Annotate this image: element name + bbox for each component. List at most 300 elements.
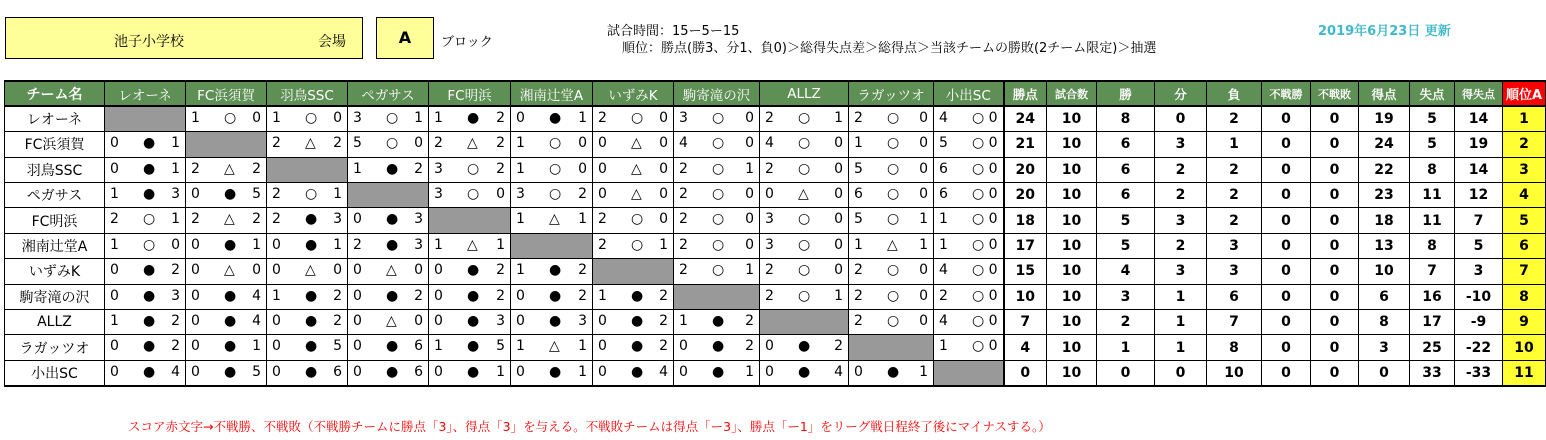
stat-cell: 18 [1359, 208, 1410, 233]
stat-cell: -9 [1455, 310, 1503, 335]
goals-for: 1 [110, 186, 119, 203]
match-result-cell [348, 132, 429, 157]
stat-cell: 6 [1097, 157, 1155, 182]
opponent-header: 湘南辻堂A [511, 81, 593, 106]
goals-against: 0 [745, 110, 754, 127]
result-mark: △ [305, 262, 316, 279]
goals-for: 1 [272, 287, 281, 304]
match-result-cell [348, 233, 429, 258]
goals-for: 1 [939, 211, 948, 228]
goals-for: 3 [353, 110, 362, 127]
match-result-cell [429, 157, 511, 182]
goals-against: 0 [659, 135, 668, 152]
stat-cell: 0 [1311, 233, 1359, 258]
goals-for: 0 [854, 363, 863, 380]
goals-against: 2 [659, 313, 668, 330]
stat-cell: 7 [1410, 259, 1455, 284]
goals-against: 1 [745, 262, 754, 279]
self-match-cell [760, 310, 849, 335]
stat-cell: 24 [1004, 106, 1047, 131]
result-mark: △ [224, 160, 235, 177]
goals-against: 0 [659, 160, 668, 177]
table-row [5, 259, 1546, 284]
goals-for: 6 [854, 186, 863, 203]
match-result-cell [674, 360, 760, 385]
goals-against: 2 [496, 287, 505, 304]
goals-against: 1 [414, 110, 423, 127]
goals-against: 2 [578, 262, 587, 279]
goals-for: 1 [434, 338, 443, 355]
team-name: レオーネ [5, 106, 105, 131]
match-result-cell [186, 183, 267, 208]
match-result-cell [849, 106, 934, 131]
stat-cell: 0 [1311, 208, 1359, 233]
stat-cell: 0 [1262, 284, 1311, 309]
stat-cell: 14 [1455, 106, 1503, 131]
stat-cell: 10 [1207, 360, 1262, 385]
stat-cell: 12 [1455, 183, 1503, 208]
stat-cell: 1 [1097, 335, 1155, 360]
stat-cell: 6 [1359, 284, 1410, 309]
rank-cell: 6 [1503, 233, 1546, 258]
match-result-cell [934, 208, 1004, 233]
match-result-cell [105, 157, 186, 182]
goals-against: 2 [659, 287, 668, 304]
match-result-cell [934, 335, 1004, 360]
goals-against: 1 [834, 287, 843, 304]
result-mark: △ [305, 135, 316, 152]
team-name: ALLZ [5, 310, 105, 335]
goals-against: 0 [988, 211, 998, 228]
goals-for: 2 [353, 236, 362, 253]
opponent-header: 駒寄滝の沢 [674, 81, 760, 106]
result-mark: ○ [386, 110, 399, 127]
stat-cell: 0 [1262, 132, 1311, 157]
stat-cell: 0 [1359, 360, 1410, 385]
goals-for: 1 [110, 313, 119, 330]
goals-against: 0 [834, 262, 843, 279]
match-result-cell [674, 183, 760, 208]
table-row [5, 106, 1546, 131]
stat-cell: 4 [1004, 335, 1047, 360]
goals-against: 2 [496, 160, 505, 177]
stat-cell: 3 [1207, 259, 1262, 284]
goals-for: 5 [854, 160, 863, 177]
goals-against: 0 [745, 186, 754, 203]
goals-against: 0 [988, 186, 998, 203]
goals-against: 0 [578, 135, 587, 152]
goals-for: 5 [353, 135, 362, 152]
goals-against: 0 [988, 287, 998, 304]
result-mark: ○ [143, 236, 156, 253]
goals-for: 1 [939, 236, 948, 253]
goals-for: 5 [939, 135, 948, 152]
rank-cell: 9 [1503, 310, 1546, 335]
result-mark: ● [712, 338, 725, 355]
goals-for: 3 [516, 186, 525, 203]
stat-cell: 0 [1097, 360, 1155, 385]
goals-against: 0 [988, 313, 998, 330]
match-result-cell [429, 259, 511, 284]
stat-cell: 0 [1262, 106, 1311, 131]
goals-for: 2 [679, 211, 688, 228]
match-result-cell [348, 360, 429, 385]
match-result-cell [267, 106, 348, 131]
goals-for: 0 [191, 186, 200, 203]
result-mark: ● [224, 186, 237, 203]
result-mark: ○ [798, 135, 811, 152]
match-result-cell [674, 259, 760, 284]
goals-against: 6 [414, 338, 423, 355]
result-mark: ● [386, 338, 399, 355]
result-mark: ● [467, 110, 480, 127]
result-mark: ● [143, 262, 156, 279]
team-name-header: チーム名 [5, 81, 105, 106]
goals-against: 1 [745, 160, 754, 177]
result-mark: ○ [972, 211, 985, 228]
stat-cell: 3 [1155, 132, 1207, 157]
result-mark: ● [224, 287, 237, 304]
goals-for: 1 [598, 287, 607, 304]
footnote: スコア赤文字→不戦勝、不戦敗（不戦勝チームに勝点「3」、得点「3」を与える。不戦敗チームは得点「ー3」、勝点「ー1」をリーグ戦日程終了後にマイナスする。） [128, 419, 1051, 434]
goals-for: 0 [353, 313, 362, 330]
result-mark: ● [386, 287, 399, 304]
result-mark: ○ [972, 313, 985, 330]
self-match-cell [593, 259, 674, 284]
stat-cell: 5 [1455, 233, 1503, 258]
result-mark: ● [631, 338, 644, 355]
self-match-cell [849, 335, 934, 360]
goals-against: 2 [745, 313, 754, 330]
goals-for: 0 [272, 262, 281, 279]
goals-for: 4 [939, 110, 948, 127]
self-match-cell [186, 132, 267, 157]
match-result-cell [511, 310, 593, 335]
match-result-cell [511, 106, 593, 131]
opponent-header: ペガサス [348, 81, 429, 106]
goals-for: 2 [854, 287, 863, 304]
result-mark: ○ [467, 186, 480, 203]
goals-against: 2 [496, 135, 505, 152]
match-result-cell [511, 132, 593, 157]
goals-against: 0 [834, 135, 843, 152]
match-result-cell [105, 310, 186, 335]
result-mark: △ [631, 135, 642, 152]
goals-for: 0 [191, 287, 200, 304]
stat-cell: 3 [1455, 259, 1503, 284]
goals-for: 2 [854, 110, 863, 127]
result-mark: ● [143, 338, 156, 355]
match-result-cell [511, 360, 593, 385]
stat-cell: 17 [1004, 233, 1047, 258]
goals-for: 2 [679, 160, 688, 177]
result-mark: ● [712, 363, 725, 380]
goals-against: 0 [414, 262, 423, 279]
goals-against: 0 [414, 135, 423, 152]
match-result-cell [267, 310, 348, 335]
result-mark: ● [631, 363, 644, 380]
match-result-cell [267, 233, 348, 258]
goals-for: 0 [765, 186, 774, 203]
match-result-cell [429, 310, 511, 335]
goals-against: 1 [578, 211, 587, 228]
goals-for: 0 [272, 363, 281, 380]
result-mark: △ [549, 211, 560, 228]
result-mark: △ [224, 211, 235, 228]
goals-for: 0 [765, 338, 774, 355]
goals-against: 2 [333, 313, 342, 330]
venue-box [5, 17, 363, 59]
result-mark: ● [467, 313, 480, 330]
goals-for: 3 [765, 211, 774, 228]
goals-for: 3 [434, 160, 443, 177]
result-mark: ○ [305, 186, 318, 203]
result-mark: ● [143, 160, 156, 177]
result-mark: ○ [631, 211, 644, 228]
goals-against: 1 [919, 363, 928, 380]
goals-against: 2 [171, 338, 180, 355]
self-match-cell [267, 157, 348, 182]
result-mark: ● [549, 363, 562, 380]
block-box: A [376, 17, 434, 59]
goals-against: 0 [919, 135, 928, 152]
stat-cell: 0 [1262, 208, 1311, 233]
result-mark: ● [386, 236, 399, 253]
match-result-cell [849, 183, 934, 208]
match-result-cell [105, 233, 186, 258]
goals-against: 3 [496, 313, 505, 330]
result-mark: △ [631, 160, 642, 177]
goals-for: 1 [434, 236, 443, 253]
stat-header: 負 [1207, 81, 1262, 106]
stat-cell: 2 [1207, 208, 1262, 233]
stat-cell: 23 [1359, 183, 1410, 208]
result-mark: △ [386, 262, 397, 279]
goals-against: 1 [496, 236, 505, 253]
match-time: 試合時間：15ー5ー15 [607, 24, 740, 39]
stat-cell: 7 [1455, 208, 1503, 233]
result-mark: ● [549, 287, 562, 304]
result-mark: ○ [798, 287, 811, 304]
goals-for: 2 [854, 313, 863, 330]
match-result-cell [429, 132, 511, 157]
table-row [5, 335, 1546, 360]
goals-against: 5 [496, 338, 505, 355]
goals-for: 0 [434, 262, 443, 279]
goals-for: 2 [854, 262, 863, 279]
match-result-cell [429, 284, 511, 309]
result-mark: ● [143, 363, 156, 380]
stat-cell: 5 [1410, 106, 1455, 131]
goals-against: 0 [834, 186, 843, 203]
stat-cell: 10 [1047, 106, 1097, 131]
goals-against: 2 [333, 135, 342, 152]
stat-cell: 5 [1097, 233, 1155, 258]
result-mark: ● [549, 313, 562, 330]
result-mark: ○ [798, 236, 811, 253]
result-mark: ● [549, 110, 562, 127]
result-mark: ○ [305, 110, 318, 127]
result-mark: ● [224, 313, 237, 330]
goals-for: 0 [353, 211, 362, 228]
stat-header: 勝点 [1004, 81, 1047, 106]
stat-cell: 10 [1047, 132, 1097, 157]
result-mark: ○ [972, 287, 985, 304]
match-result-cell [849, 233, 934, 258]
goals-for: 2 [434, 135, 443, 152]
ranking-rule: 順位：勝点(勝3、分1、負0)＞総得失点差＞総得点＞当該チームの勝敗(2チーム限定)＞抽選 [622, 41, 1157, 56]
match-result-cell [105, 360, 186, 385]
stat-cell: 10 [1047, 208, 1097, 233]
goals-for: 1 [939, 338, 948, 355]
goals-against: 1 [171, 160, 180, 177]
self-match-cell [674, 284, 760, 309]
stat-cell: 10 [1047, 259, 1097, 284]
goals-for: 0 [679, 338, 688, 355]
rank-cell: 2 [1503, 132, 1546, 157]
stat-cell: 3 [1155, 208, 1207, 233]
match-result-cell [429, 233, 511, 258]
result-mark: ● [305, 338, 318, 355]
match-result-cell [593, 106, 674, 131]
opponent-header: いずみK [593, 81, 674, 106]
match-result-cell [186, 233, 267, 258]
match-result-cell [105, 259, 186, 284]
goals-for: 4 [679, 135, 688, 152]
goals-against: 0 [919, 262, 928, 279]
goals-against: 0 [333, 110, 342, 127]
goals-for: 2 [598, 236, 607, 253]
match-result-cell [934, 259, 1004, 284]
stat-cell: 21 [1004, 132, 1047, 157]
goals-for: 2 [765, 160, 774, 177]
result-mark: ● [386, 211, 399, 228]
stat-cell: 6 [1207, 284, 1262, 309]
rank-cell: 3 [1503, 157, 1546, 182]
goals-for: 2 [191, 211, 200, 228]
result-mark: △ [549, 338, 560, 355]
stat-cell: 3 [1359, 335, 1410, 360]
goals-against: 3 [414, 236, 423, 253]
stat-header: 分 [1155, 81, 1207, 106]
team-name: ペガサス [5, 183, 105, 208]
goals-against: 1 [834, 110, 843, 127]
goals-for: 1 [110, 236, 119, 253]
result-mark: ○ [549, 160, 562, 177]
result-mark: ● [305, 211, 318, 228]
match-result-cell [760, 208, 849, 233]
result-mark: ○ [549, 186, 562, 203]
stat-cell: 10 [1047, 183, 1097, 208]
self-match-cell [934, 360, 1004, 385]
match-result-cell [593, 233, 674, 258]
goals-for: 0 [516, 363, 525, 380]
goals-against: 0 [919, 313, 928, 330]
result-mark: ○ [712, 186, 725, 203]
result-mark: ○ [887, 135, 900, 152]
goals-for: 4 [939, 262, 948, 279]
result-mark: ● [143, 135, 156, 152]
stat-cell: 0 [1311, 335, 1359, 360]
stat-cell: 24 [1359, 132, 1410, 157]
result-mark: ○ [467, 160, 480, 177]
stat-cell: 10 [1047, 360, 1097, 385]
goals-against: 1 [496, 363, 505, 380]
goals-for: 1 [679, 313, 688, 330]
stat-cell: 19 [1455, 132, 1503, 157]
stat-cell: 10 [1047, 310, 1097, 335]
table-row [5, 157, 1546, 182]
goals-for: 2 [598, 211, 607, 228]
match-result-cell [849, 157, 934, 182]
rank-cell: 4 [1503, 183, 1546, 208]
goals-for: 0 [110, 338, 119, 355]
team-name: 小出SC [5, 360, 105, 385]
stat-cell: 5 [1410, 132, 1455, 157]
match-result-cell [348, 284, 429, 309]
stat-cell: 1 [1155, 335, 1207, 360]
goals-for: 0 [598, 135, 607, 152]
match-result-cell [186, 310, 267, 335]
goals-for: 0 [272, 313, 281, 330]
block-label: ブロック [441, 35, 493, 50]
stat-cell: 11 [1410, 183, 1455, 208]
goals-against: 0 [988, 160, 998, 177]
opponent-header: ラガッツオ [849, 81, 934, 106]
stat-cell: 4 [1097, 259, 1155, 284]
result-mark: ○ [972, 236, 985, 253]
goals-against: 1 [919, 236, 928, 253]
opponent-header: レオーネ [105, 81, 186, 106]
match-result-cell [186, 106, 267, 131]
goals-against: 0 [988, 338, 998, 355]
team-name: 湘南辻堂A [5, 233, 105, 258]
match-result-cell [348, 259, 429, 284]
stat-cell: 13 [1359, 233, 1410, 258]
goals-against: 0 [252, 110, 261, 127]
self-match-cell [429, 208, 511, 233]
rank-cell: 7 [1503, 259, 1546, 284]
goals-for: 1 [516, 338, 525, 355]
goals-against: 0 [834, 236, 843, 253]
result-mark: ● [305, 313, 318, 330]
goals-against: 1 [578, 363, 587, 380]
match-result-cell [760, 233, 849, 258]
goals-for: 4 [765, 135, 774, 152]
result-mark: △ [798, 186, 809, 203]
match-result-cell [593, 360, 674, 385]
team-name: FC明浜 [5, 208, 105, 233]
goals-for: 1 [516, 262, 525, 279]
stat-header: 順位A [1503, 81, 1546, 106]
match-result-cell [849, 259, 934, 284]
goals-for: 2 [191, 160, 200, 177]
result-mark: ○ [798, 110, 811, 127]
goals-for: 0 [191, 338, 200, 355]
stat-cell: 10 [1047, 233, 1097, 258]
result-mark: ○ [712, 262, 725, 279]
match-result-cell [934, 310, 1004, 335]
goals-against: 1 [333, 186, 342, 203]
match-result-cell [511, 335, 593, 360]
result-mark: ● [712, 313, 725, 330]
goals-for: 2 [679, 262, 688, 279]
goals-for: 0 [191, 363, 200, 380]
result-mark: ● [467, 287, 480, 304]
goals-against: 0 [333, 262, 342, 279]
stat-cell: 22 [1359, 157, 1410, 182]
goals-against: 4 [171, 363, 180, 380]
